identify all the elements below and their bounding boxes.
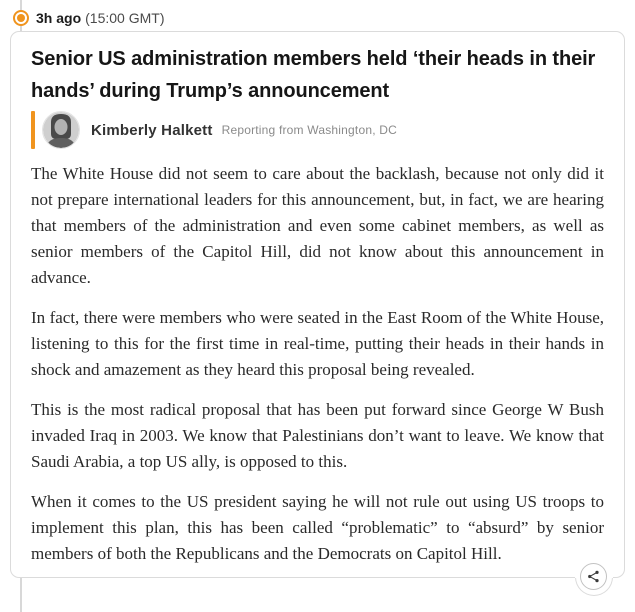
author-avatar bbox=[42, 111, 80, 149]
time-ago-label: 3h ago bbox=[36, 10, 82, 26]
author-role: Reporting from Washington, DC bbox=[221, 123, 398, 137]
post-paragraph: In fact, there were members who were seated in the East Room of the White House, listening to this for the first time in real-time, putting their heads in their hands in shock and amazement as they heard this proposal being revealed. bbox=[31, 308, 604, 379]
post-body bbox=[31, 161, 604, 567]
author-accent-bar bbox=[31, 111, 35, 149]
author-row bbox=[31, 111, 604, 149]
post-headline: Senior US administration members held ‘their heads in their hands’ during Trump’s announcement bbox=[31, 48, 596, 102]
post-timestamp-row bbox=[0, 0, 635, 26]
timeline-dot-icon bbox=[13, 10, 29, 26]
share-icon bbox=[586, 569, 601, 584]
post-paragraph: This is the most radical proposal that has been put forward since George W Bush invaded Iraq in 2003. We know that Palestinians don’t want to leave. We know that Saudi Arabia, a top US ally, is opposed to this. bbox=[31, 400, 604, 471]
post-paragraph: The White House did not seem to care about the backlash, because not only did it not prepare international leaders for this announcement, but, in fact, we are hearing that members of the administration and even some cabinet members, as well as senior members of the Capitol Hill, did not know about this announcement in advance. bbox=[31, 164, 604, 287]
post-paragraph: When it comes to the US president saying he will not rule out using US troops to implement this plan, this has been called “problematic” to “absurd” by senior members of both the Republicans and the Democrats on Capitol Hill. bbox=[31, 492, 604, 563]
share-button[interactable] bbox=[580, 563, 607, 590]
timeline-dot-inner bbox=[17, 14, 25, 22]
author-name: Kimberly Halkett bbox=[91, 121, 213, 139]
liveblog-post-card bbox=[10, 31, 625, 578]
time-gmt-label: (15:00 GMT) bbox=[85, 10, 165, 26]
